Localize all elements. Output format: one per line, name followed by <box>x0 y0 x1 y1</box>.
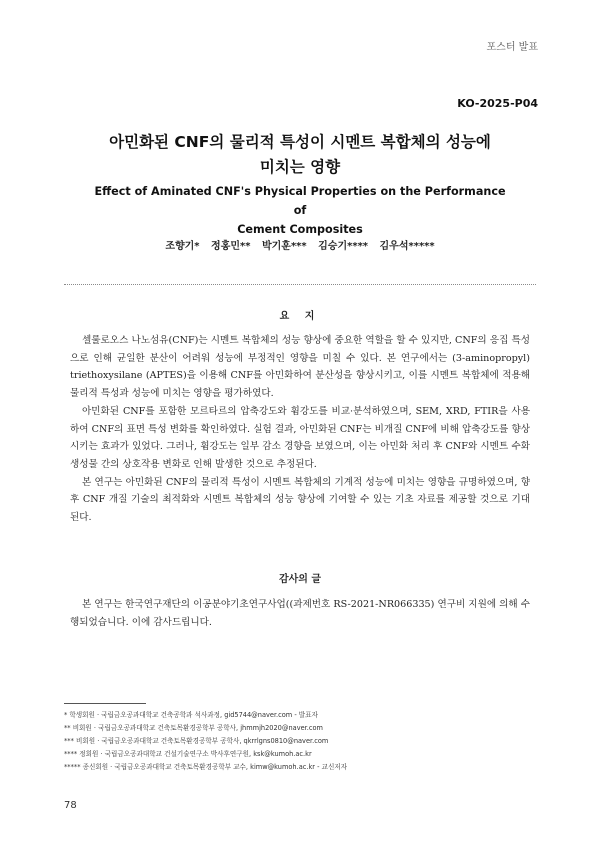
section-divider <box>64 284 536 285</box>
author-name: 김승기**** <box>318 241 369 252</box>
abstract-paragraph: 본 연구는 아민화된 CNF의 물리적 특성이 시멘트 복합체의 기계적 성능에 미치는 영향을 규명하였으며, 향후 CNF 개질 기술의 최적화와 시멘트 복합체의 성능 향상에 기여할 수 있는 기초 자료를 제공할 것으로 기대된다. <box>70 476 530 524</box>
footnote: ** 비회원 · 국립금오공과대학교 건축토목환경공학부 공학사, jhmmjh2020@naver.com <box>64 724 323 732</box>
author-name: 김우석***** <box>379 241 435 252</box>
title-english-line-1: Effect of Aminated CNF's Physical Properties on the Performance of <box>94 185 506 217</box>
acknowledgement-text: 본 연구는 한국연구재단의 이공분야기초연구사업((과제번호 RS-2021-NR066335) 연구비 지원에 의해 수행되었습니다. 이에 감사드립니다. <box>70 599 531 628</box>
author-name: 박기훈*** <box>261 241 307 252</box>
session-label: 포스터 발표 <box>486 42 538 53</box>
title-korean-line-2: 미치는 영향 <box>259 158 341 176</box>
title-korean-line-1: 아민화된 CNF의 물리적 특성이 시멘트 복합체의 성능에 <box>109 133 491 151</box>
abstract-paragraph: 셀룰로오스 나노섬유(CNF)는 시멘트 복합체의 성능 향상에 중요한 역할을 할 수 있지만, CNF의 응집 특성으로 인해 균일한 분산이 어려워 성능에 부정적인 영향을 미칠 수 있다. 본 연구에서는 (3-aminopropyl) triethoxysilane (APTES)을 이용해 CNF를 아민화하여 분산성을 향상시키고, 이를 시멘트 복합체에 적용해 물리적 특성과 성능에 미치는 영향을 평가하였다. <box>70 335 530 400</box>
abstract-heading: 요 지 <box>279 311 321 322</box>
paper-code: KO-2025-P04 <box>457 97 538 110</box>
page-number: 78 <box>64 800 77 811</box>
acknowledgement-heading: 감사의 글 <box>278 574 322 585</box>
footnote: * 학생회원 · 국립금오공과대학교 건축공학과 석사과정, gid5744@naver.com - 발표자 <box>64 711 318 719</box>
acknowledgement-body <box>70 596 530 631</box>
author-name: 조향기* <box>165 241 200 252</box>
footnote: *** 비회원 · 국립금오공과대학교 건축토목환경공학부 공학사, qkrrlgns0810@naver.com <box>64 737 329 745</box>
title-english <box>90 182 510 239</box>
author-name: 정홍민** <box>211 241 251 252</box>
abstract-paragraph: 아민화된 CNF를 포함한 모르타르의 압축강도와 휨강도를 비교·분석하였으며, SEM, XRD, FTIR을 사용하여 CNF의 표면 특성 변화를 확인하였다. 실험 결과, 아민화된 CNF는 비개질 CNF에 비해 압축강도를 향상시키는 효과가 있었다. 그러나, 휨강도는 일부 감소 경향을 보였으며, 이는 아민화 처리 후 CNF와 시멘트 수화 생성물 간의 상호작용 변화로 인해 발생한 것으로 추정된다. <box>70 405 530 470</box>
footnote: **** 정회원 · 국립금오공과대학교 건설기술연구소 박사후연구원, ksk@kumoh.ac.kr <box>64 750 312 758</box>
author-list <box>0 237 600 252</box>
footnotes <box>64 709 544 774</box>
abstract-body <box>70 332 530 527</box>
footnote-rule <box>64 703 146 704</box>
title-korean <box>0 130 600 180</box>
footnote: ***** 종신회원 · 국립금오공과대학교 건축토목환경공학부 교수, kimw@kumoh.ac.kr - 교신저자 <box>64 763 348 771</box>
title-english-line-2: Cement Composites <box>237 223 363 236</box>
